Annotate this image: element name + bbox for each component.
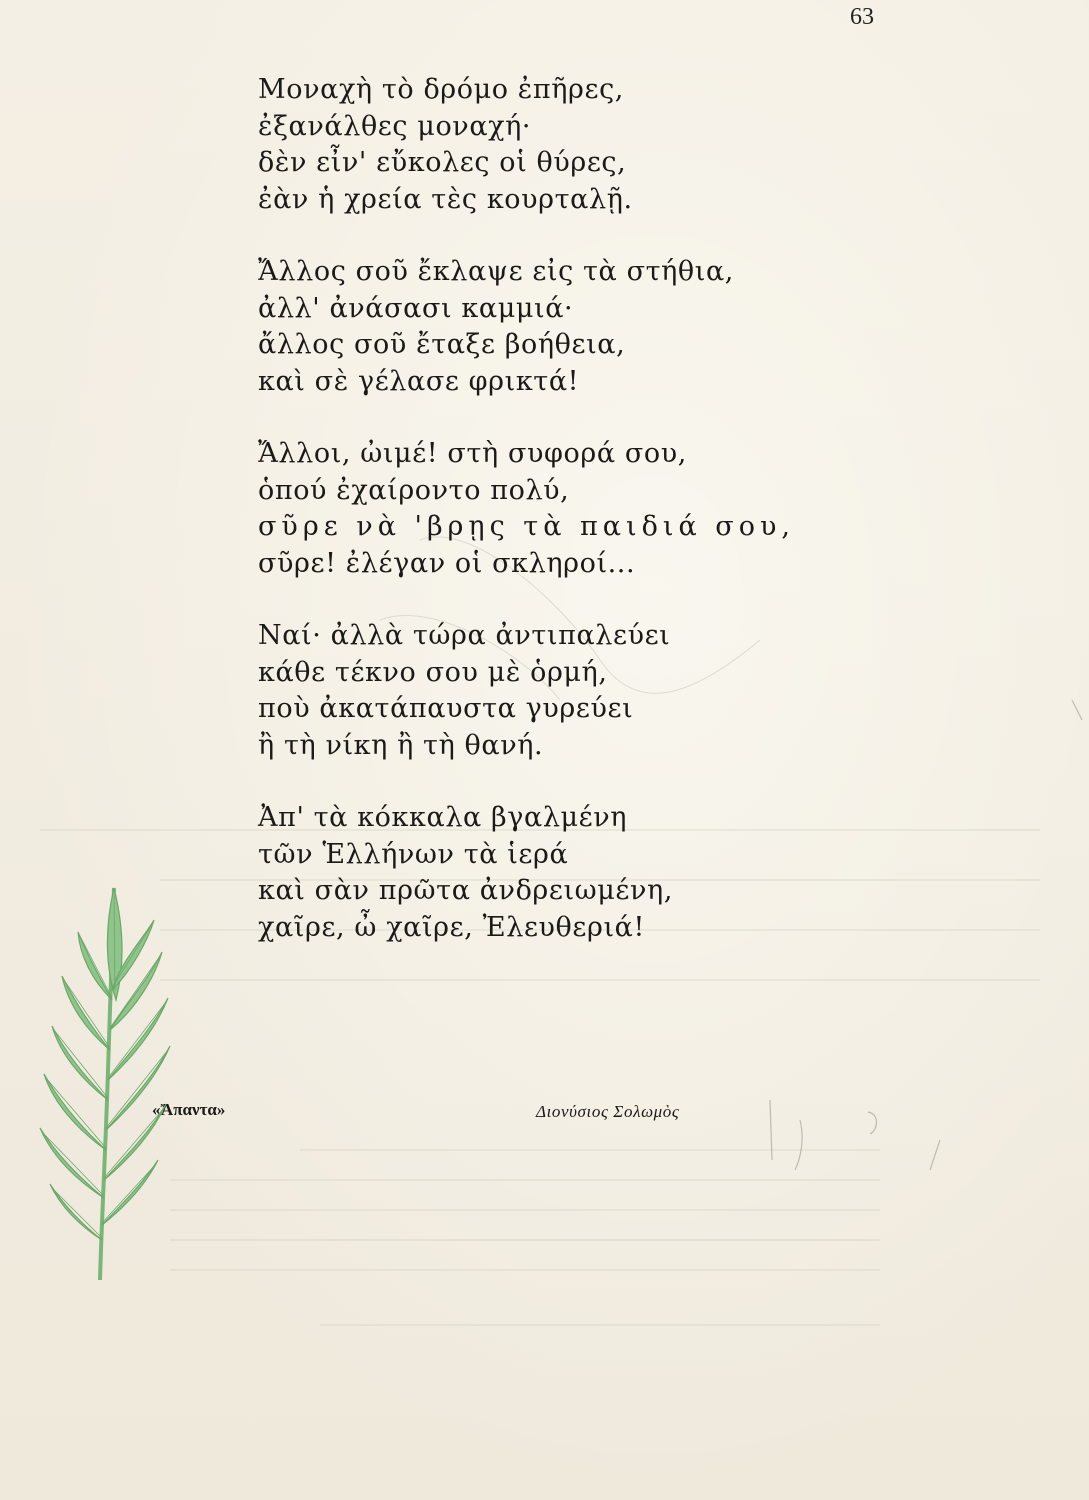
- verse-line: Ναί· ἀλλὰ τώρα ἀντιπαλεύει: [258, 620, 671, 651]
- verse-line: σῦρε νὰ 'βρῃς τὰ παιδιά σου,: [258, 511, 795, 542]
- verse-line: χαῖρε, ὦ χαῖρε, Ἐλευθεριά!: [258, 911, 645, 943]
- stanza-1: [258, 72, 878, 218]
- verse-line: δὲν εἶν' εὔκολες οἱ θύρες,: [258, 147, 627, 178]
- stanza-2: [258, 254, 878, 400]
- verse-line: Μοναχὴ τὸ δρόμο ἐπῆρες,: [258, 74, 624, 105]
- stanza-4: [258, 618, 878, 764]
- verse-line: ἀλλ' ἀνάσασι καμμιά·: [258, 292, 574, 324]
- author-name: Διονύσιος Σολωμὸς: [536, 1102, 680, 1121]
- verse-line: καὶ σὰν πρῶτα ἀνδρειωμένη,: [258, 875, 673, 906]
- page-number: 63: [850, 4, 874, 30]
- poem: [258, 72, 878, 946]
- verse-line: ἐξανάλθες μοναχή·: [258, 110, 532, 142]
- stanza-5: [258, 800, 878, 946]
- verse-line: ἢ τὴ νίκη ἢ τὴ θανή.: [258, 729, 544, 761]
- verse-line: ἐὰν ἡ χρεία τὲς κουρταλῇ.: [258, 183, 633, 215]
- verse-line: ποὺ ἀκατάπαυστα γυρεύει: [258, 693, 634, 724]
- verse-line: καὶ σὲ γέλασε φρικτά!: [258, 365, 580, 397]
- verse-line: Ἄλλοι, ὠιμέ! στὴ συφορά σου,: [258, 438, 687, 469]
- verse-line: Ἀπ' τὰ κόκκαλα βγαλμένη: [258, 802, 628, 833]
- verse-line: κάθε τέκνο σου μὲ ὁρμή,: [258, 656, 608, 688]
- olive-branch-icon: [22, 880, 192, 1290]
- source-title: «Ἄπαντα»: [152, 1100, 226, 1119]
- stanza-3: [258, 436, 878, 582]
- verse-line: ὁπού ἐχαίροντο πολύ,: [258, 474, 570, 506]
- verse-line: ἄλλος σοῦ ἔταξε βοήθεια,: [258, 329, 626, 360]
- verse-line: σῦρε! ἐλέγαν οἱ σκληροί...: [258, 547, 636, 579]
- verse-line: τῶν Ἑλλήνων τὰ ἱερά: [258, 838, 569, 870]
- verse-line: Ἄλλος σοῦ ἔκλαψε εἰς τὰ στήθια,: [258, 256, 734, 287]
